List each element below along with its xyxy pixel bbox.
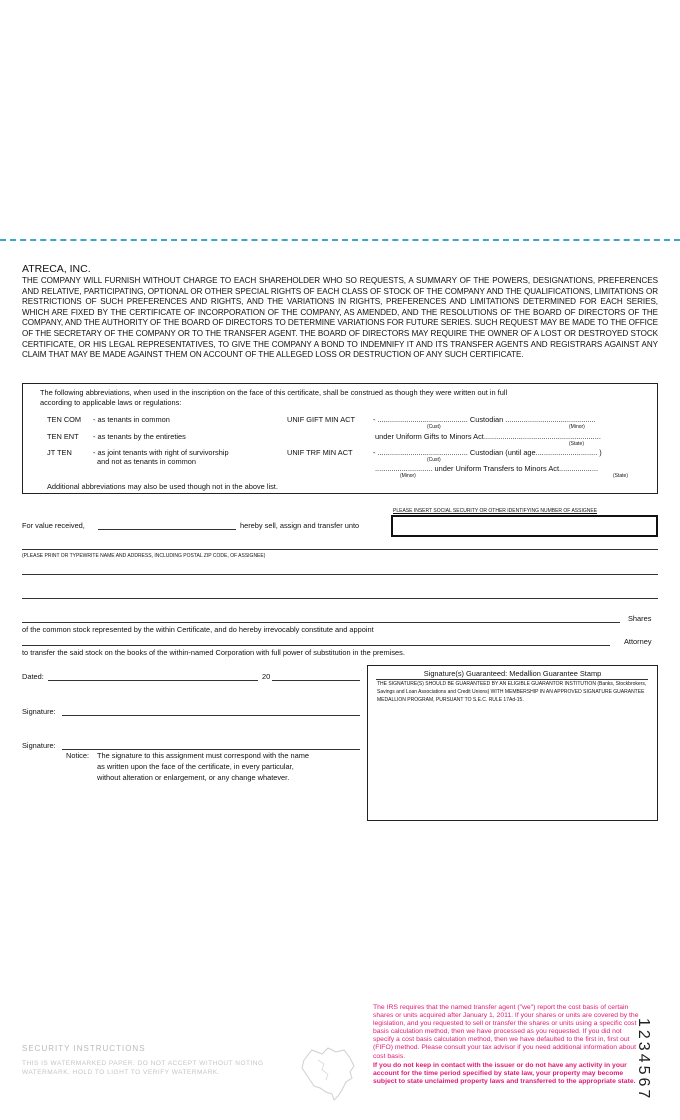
abbr-footer: Additional abbreviations may also be used though not in the above list. [47,482,278,491]
signature-line-2[interactable] [62,749,360,750]
abbr-unif-gift-line1: - ............................................ Custodian ............................................ [373,415,596,424]
abbr-jt-ten-desc-1: - as joint tenants with right of survivorship [93,448,229,457]
irs-bold-text: If you do not keep in contact with the issuer or do not have any activity in your account for the time period specified by state law, your property may become subject to state unclaimed property laws and transferred to the appropriate state. [373,1061,636,1085]
medallion-title: Signature(s) Guaranteed: Medallion Guarantee Stamp [423,669,602,678]
ssn-input-box[interactable] [391,515,658,537]
medallion-title-underline [376,679,648,680]
abbr-ten-com-code: TEN COM [47,415,82,424]
abbr-unif-gift-state: (State) [569,441,585,447]
notice-label: Notice: [66,751,90,760]
assignee-name-line-3[interactable] [22,598,658,599]
abbr-unif-trf-minor: (Minor) [400,473,416,479]
medallion-text: THE SIGNATURE(S) SHOULD BE GUARANTEED BY AN ELIGIBLE GUARANTOR INSTITUTION (Banks, Stockbrokers, Savings and Loan Associations and Credit Unions) WITH MEMBERSHIP IN AN APPROVED SIGNATURE GUARANTEE MEDALLION PROGRAM, PURSUANT TO S.E.C. RULE 17Ad-15. [377,681,647,703]
notice-line-1: The signature to this assignment must correspond with the name [97,751,309,760]
abbr-jt-ten-desc-2: and not as tenants in common [97,457,197,466]
for-value-suffix: hereby sell, assign and transfer unto [240,521,360,530]
irs-text: The IRS requires that the named transfer agent ("we") report the cost basis of certain shares or units acquired after January 1, 2011. If your shares or units are covered by the legislation, and you requested to sell or transfer the shares or units using a specific cost basis calculation method, then we have processed as you requested. If you did not specify a cost basis calculation method, then we have defaulted to the first in, first out (FIFO) method. Please consult your tax advisor if you need additional information about cost basis. [373,1004,639,1060]
signature-label-1: Signature: [22,707,56,716]
abbr-ten-com-desc: - as tenants in common [93,415,170,424]
abbr-intro-1: The following abbreviations, when used in the inscription on the face of this certificate, shall be construed as though they were written out in full [40,388,508,397]
assignor-line[interactable] [98,529,236,530]
abbr-unif-trf-line2: ............................ under Uniform Transfers to Minors Act................... [375,464,599,473]
abbr-unif-gift-code: UNIF GIFT MIN ACT [287,415,356,424]
signature-label-2: Signature: [22,741,56,750]
assignee-name-line-2[interactable] [22,574,658,575]
irs-notice [373,1004,643,1086]
legend-notice: THE COMPANY WILL FURNISH WITHOUT CHARGE TO EACH SHAREHOLDER WHO SO REQUESTS, A SUMMARY OF THE POWERS, DESIGNATIONS, PREFERENCES AND RELATIVE, PARTICIPATING, OPTIONAL OR OTHER SPECIAL RIGHTS OF EACH CLASS OF STOCK OF THE COMPANY AND THE QUALIFICATIONS, LIMITATIONS OR RESTRICTIONS OF SUCH PREFERENCES AND RIGHTS, AND THE VARIATIONS IN RIGHTS, PREFERENCES AND LIMITATIONS DETERMINED FOR EACH SERIES, WHICH ARE FIXED BY THE CERTIFICATE OF INCORPORATION OF THE COMPANY, AS AMENDED, AND THE RESOLUTIONS OF THE BOARD OF DIRECTORS OF THE COMPANY, AND THE AUTHORITY OF THE BOARD OF DIRECTORS TO DETERMINE VARIATIONS FOR FUTURE SERIES. SUCH REQUEST MAY BE MADE TO THE OFFICE OF THE SECRETARY OF THE COMPANY OR TO THE TRANSFER AGENT. THE BOARD OF DIRECTORS MAY REQUIRE THE OWNER OF A LOST OR DESTROYED STOCK CERTIFICATE, OR HIS LEGAL REPRESENTATIVES, TO GIVE THE COMPANY A BOND TO INDEMNIFY IT AND ITS TRANSFER AGENTS AND REGISTRARS AGAINST ANY CLAIM THAT MAY BE MADE AGAINST THEM ON ACCOUNT OF THE ALLEGED LOSS OR DESTRUCTION OF ANY SUCH CERTIFICATE. [22,276,658,360]
notice-line-2: as written upon the face of the certificate, in every particular, [97,762,294,771]
abbr-unif-trf-code: UNIF TRF MIN ACT [287,448,353,457]
for-value-prefix: For value received, [22,521,85,530]
signature-line-1[interactable] [62,715,360,716]
common-stock-text: of the common stock represented by the within Certificate, and do hereby irrevocably constitute and appoint [22,625,374,634]
abbr-unif-trf-line1: - ............................................ Custodian (until age.............................. ) [373,448,602,457]
date-line[interactable] [48,680,258,681]
abbr-intro-2: according to applicable laws or regulations: [40,398,182,407]
company-name: ATRECA, INC. [22,263,91,275]
abbr-ten-ent-code: TEN ENT [47,432,79,441]
attorney-label: Attorney [624,637,652,646]
abbr-unif-trf-state: (State) [613,473,629,479]
dated-label: Dated: [22,672,44,681]
assignee-name-line-1[interactable] [22,549,658,550]
serial-number: 1234567 [635,1018,652,1102]
year-line[interactable] [272,680,360,681]
security-title: SECURITY INSTRUCTIONS [22,1044,146,1053]
abbreviations-box [22,383,658,494]
ssn-label: PLEASE INSERT SOCIAL SECURITY OR OTHER IDENTIFYING NUMBER OF ASSIGNEE [393,508,598,514]
cut-line [0,239,680,241]
year-prefix: 20 [262,672,271,681]
abbr-jt-ten-code: JT TEN [47,448,72,457]
abbr-ten-ent-desc: - as tenants by the entireties [93,432,186,441]
abbr-unif-gift-line2: under Uniform Gifts to Minors Act......................................................... [375,432,601,441]
shares-line[interactable] [22,622,620,623]
print-name-note: (PLEASE PRINT OR TYPEWRITE NAME AND ADDRESS, INCLUDING POSTAL ZIP CODE, OF ASSIGNEE) [22,553,266,559]
books-text: to transfer the said stock on the books of the within-named Corporation with full power of substitution in the premises. [22,648,405,657]
watermark-map-icon [298,1044,360,1104]
abbr-unif-gift-cust: (Cust) [427,424,441,430]
notice-line-3: without alteration or enlargement, or any change whatever. [97,773,290,782]
attorney-line[interactable] [22,645,610,646]
abbr-unif-trf-cust: (Cust) [427,457,441,463]
medallion-guarantee-box [367,665,658,821]
shares-label: Shares [628,614,652,623]
abbr-unif-gift-minor: (Minor) [569,424,585,430]
security-text: THIS IS WATERMARKED PAPER. DO NOT ACCEPT WITHOUT NOTING WATERMARK. HOLD TO LIGHT TO VERIFY WATERMARK. [22,1060,264,1076]
